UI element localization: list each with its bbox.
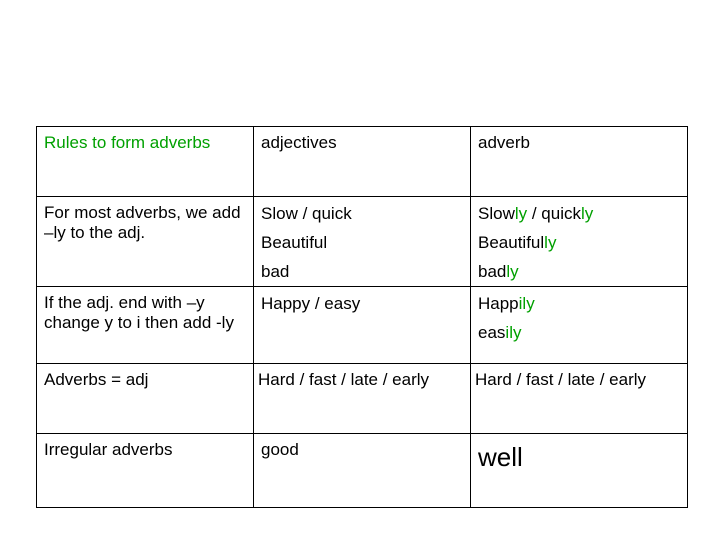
header-adjectives: adjectives (254, 127, 471, 197)
rule-cell: Adverbs = adj (37, 363, 254, 433)
adjective-text: Beautiful (261, 233, 328, 253)
table-row (37, 287, 688, 363)
header-rules: Rules to form adverbs (37, 127, 254, 197)
adjective-text: Happy / easy (261, 294, 361, 314)
rule-cell: Irregular adverbs (37, 433, 254, 507)
adjectives-cell (254, 197, 471, 287)
adverb-text: Beautifully (478, 233, 557, 253)
adjective-text: Hard / fast / late / early (258, 369, 430, 389)
adverbs-cell (471, 433, 688, 507)
adjective-text: bad (261, 262, 290, 282)
adverb-text: Happily (478, 294, 535, 314)
adjectives-cell (254, 287, 471, 363)
adjectives-cell (254, 433, 471, 507)
rule-cell: If the adj. end with –y change y to i then add -ly (37, 287, 254, 363)
table-row (37, 363, 688, 433)
table-row (37, 433, 688, 507)
table-row (37, 197, 688, 287)
adjective-text: good (261, 439, 299, 459)
adverb-text: Hard / fast / late / early (475, 369, 647, 389)
adverb-text: well (478, 441, 523, 472)
adverb-text: easily (478, 323, 522, 343)
adverb-text: badly (478, 262, 519, 282)
adjective-text: Slow / quick (261, 204, 352, 224)
adjectives-cell (254, 363, 471, 433)
rule-cell: For most adverbs, we add –ly to the adj. (37, 197, 254, 287)
adverbs-cell (471, 287, 688, 363)
adverbs-cell (471, 197, 688, 287)
header-adverb: adverb (471, 127, 688, 197)
table-header-row (37, 127, 688, 197)
adverb-rules-table (36, 126, 688, 508)
adverbs-cell (471, 363, 688, 433)
adverb-text: Slowly / quickly (478, 204, 594, 224)
